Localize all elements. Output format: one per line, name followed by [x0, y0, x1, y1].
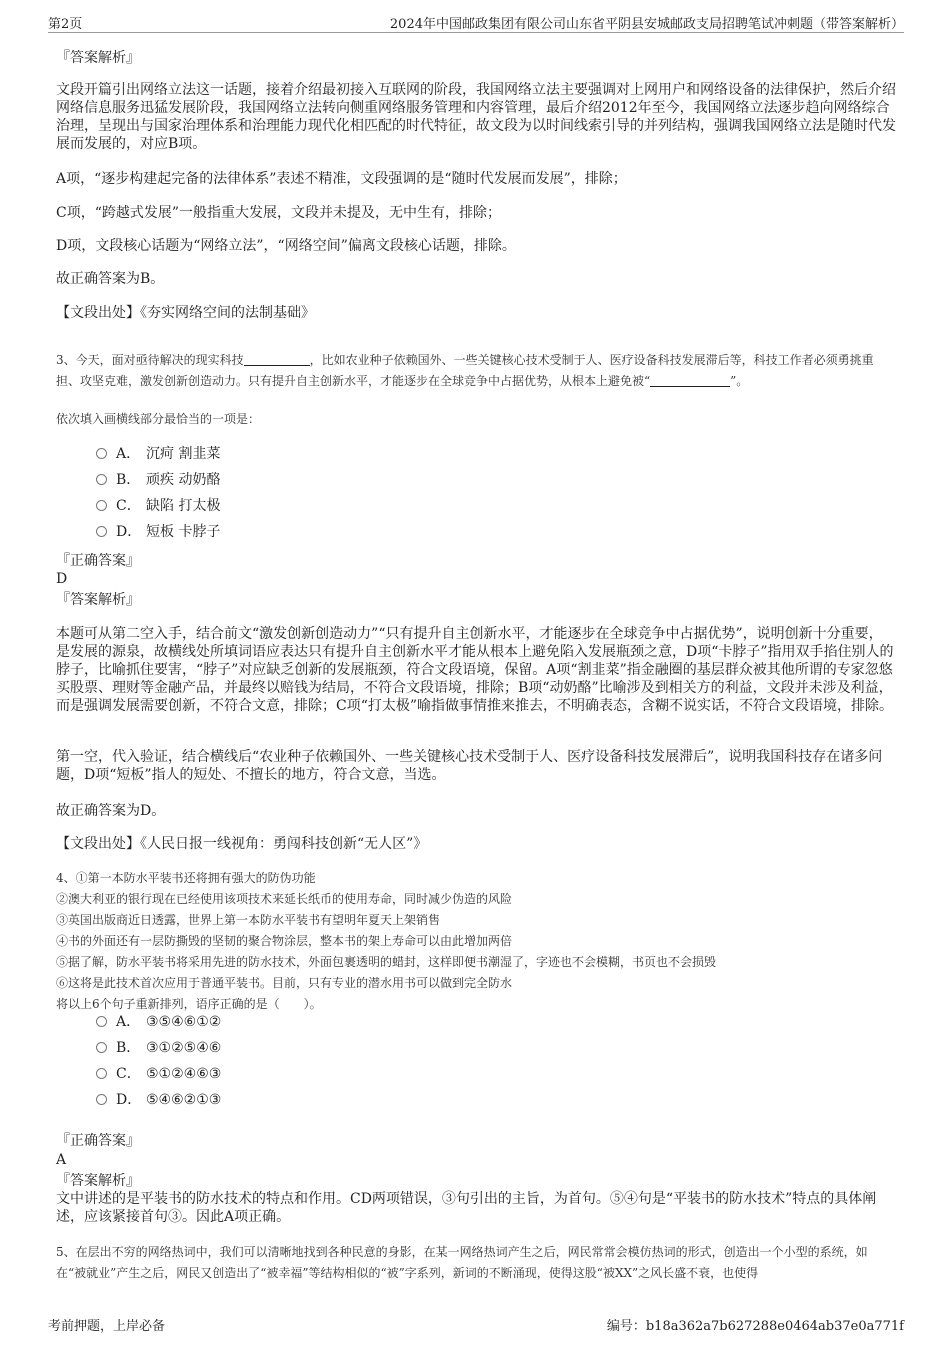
- radio-icon[interactable]: [96, 500, 107, 511]
- q4-answer: A: [56, 1152, 67, 1168]
- q3-stem: [56, 350, 896, 392]
- option-letter: B．: [116, 472, 141, 488]
- footer-slogan: 考前押题，上岸必备: [48, 1319, 166, 1334]
- q3-conclusion: 故正确答案为D。: [56, 803, 166, 819]
- q3-option-c[interactable]: [96, 496, 220, 516]
- footer-serial-number: 编号：b18a362a7b627288e0464ab37e0a771f: [606, 1319, 904, 1334]
- q4-line: ⑥这将是此技术首次应用于普通平装书。目前，只有专业的潜水用书可以做到完全防水: [56, 976, 513, 990]
- option-text: ③⑤④⑥①②: [146, 1014, 222, 1030]
- radio-icon[interactable]: [96, 526, 107, 537]
- q3-stem-part1: 3、今天，面对亟待解决的现实科技: [56, 353, 244, 367]
- q4-option-d[interactable]: [96, 1090, 221, 1110]
- q3-analysis-paragraph-2: 第一空，代入验证，结合横线后“农业种子依赖国外、一些关键核心技术受制于人、医疗设备科技发展滞后”，说明我国科技存在诸多问题，D项“短板”指人的短处、不擅长的地方，符合文意，当选。: [56, 749, 883, 783]
- option-letter: C．: [116, 498, 141, 514]
- option-letter: D．: [116, 524, 142, 540]
- q4-line: ②澳大利亚的银行现在已经使用该项技术来延长纸币的使用寿命，同时减少伪造的风险: [56, 892, 513, 906]
- option-letter: C．: [116, 1066, 141, 1082]
- q3-analysis-label: 『答案解析』: [56, 592, 140, 608]
- q2-analysis-option-d: D项，文段核心话题为“网络立法”，“网络空间”偏离文段核心话题，排除。: [56, 238, 516, 254]
- q4-option-a[interactable]: [96, 1012, 221, 1032]
- radio-icon[interactable]: [96, 474, 107, 485]
- q4-stem: [56, 868, 896, 1015]
- q3-source: 【文段出处】《人民日报一线视角：勇闯科技创新“无人区”》: [56, 836, 428, 852]
- option-letter: B．: [116, 1040, 141, 1056]
- q4-line: 4、①第一本防水平装书还将拥有强大的防伪功能: [56, 871, 316, 885]
- q3-option-d[interactable]: [96, 522, 220, 542]
- radio-icon[interactable]: [96, 1094, 107, 1105]
- document-title: 2024年中国邮政集团有限公司山东省平阴县安城邮政支局招聘笔试冲刺题（带答案解析）: [389, 17, 904, 32]
- q4-answer-label: 『正确答案』: [56, 1133, 140, 1149]
- q2-analysis-option-c: C项，“跨越式发展”一般指重大发展，文段并未提及，无中生有，排除；: [56, 205, 502, 221]
- option-text: 短板 卡脖子: [146, 524, 221, 540]
- option-letter: D．: [116, 1092, 142, 1108]
- option-text: ⑤④⑥②①③: [146, 1092, 222, 1108]
- q3-option-b[interactable]: [96, 470, 220, 490]
- radio-icon[interactable]: [96, 1068, 107, 1079]
- q2-analysis-label: 『答案解析』: [56, 50, 140, 66]
- q2-conclusion: 故正确答案为B。: [56, 271, 165, 287]
- option-text: ③①②⑤④⑥: [146, 1040, 222, 1056]
- q2-analysis-paragraph: 文段开篇引出网络立法这一话题，接着介绍最初接入互联网的阶段，我国网络立法主要强调对上网用户和网络设备的法律保护，然后介绍网络信息服务迅猛发展阶段，我国网络立法转向侧重网络服务管理和内容管理，最后介绍2012年至今，我国网络立法逐步趋向网络综合治理，呈现出与国家治理体系和治理能力现代化相匹配的时代特征，故文段为以时间线索引导的并列结构，强调我国网络立法是随时代发展而发展的，对应B项。: [56, 82, 896, 152]
- q3-stem-part3: ”。: [730, 374, 749, 388]
- q4-option-c[interactable]: [96, 1064, 221, 1084]
- q4-option-b[interactable]: [96, 1038, 221, 1058]
- q3-stem-part2: ，比如农业种子依赖国外、一些关键核心技术受制于人、医疗设备科技发展滞后等，科技工作者必须勇挑重担、攻坚克难，激发创新创造动力。只有提升自主创新水平，才能逐步在全球竞争中占据优势，从根本上避免被“: [56, 353, 874, 388]
- q4-line: ⑤据了解，防水平装书将采用先进的防水技术，外面包裹透明的蜡封，这样即便书潮湿了，字迹也不会模糊，书页也不会损毁: [56, 955, 717, 969]
- option-letter: A．: [116, 1014, 141, 1030]
- option-letter: A．: [116, 446, 141, 462]
- option-text: 缺陷 打太极: [146, 498, 221, 514]
- option-text: ⑤①②④⑥③: [146, 1066, 222, 1082]
- q4-analysis: 文中讲述的是平装书的防水技术的特点和作用。CD两项错误，③句引出的主旨，为首句。⑤④句是“平装书的防水技术”特点的具体阐述，应该紧接首句③。因此A项正确。: [56, 1191, 877, 1225]
- q2-analysis-option-a: A项，“逐步构建起完备的法律体系”表述不精准，文段强调的是“随时代发展而发展”，排除；: [56, 171, 627, 187]
- page-header: [48, 10, 904, 33]
- radio-icon[interactable]: [96, 448, 107, 459]
- option-text: 顽疾 动奶酪: [146, 472, 221, 488]
- q3-answer-label: 『正确答案』: [56, 553, 140, 569]
- q3-prompt: 依次填入画横线部分最恰当的一项是：: [56, 412, 261, 426]
- q3-option-a[interactable]: [96, 444, 220, 464]
- page-number: 第2页: [48, 17, 83, 32]
- q3-analysis-paragraph-1: 本题可从第二空入手，结合前文“激发创新创造动力”“只有提升自主创新水平，才能逐步在全球竞争中占据优势”，说明创新十分重要，是发展的源泉，故横线处所填词语应表达只有提升自主创新水平才能从根本上避免陷入发展瓶颈之意，D项“卡脖子”指用双手掐住别人的脖子，比喻抓住要害，“脖子”对应缺乏创新的发展瓶颈，符合文段语境，保留。A项“割韭菜”指金融圈的基层群众被其他所谓的专家忽悠买股票、理财等金融产品，并最终以赔钱为结局，不符合文段语境，排除；B项“动奶酪”比喻涉及到相关方的利益，文段并未涉及利益，而是强调发展需要创新，不符合文意，排除；C项“打太极”喻指做事情推来推去，不明确表态，含糊不说实话，不符合文段语境，排除。: [56, 626, 894, 714]
- q4-prompt: 将以上6个句子重新排列，语序正确的是（ ）。: [56, 997, 322, 1011]
- q4-line: ③英国出版商近日透露，世界上第一本防水平装书有望明年夏天上架销售: [56, 913, 441, 927]
- q3-blank-2: [650, 374, 730, 387]
- q4-analysis-label: 『答案解析』: [56, 1173, 140, 1189]
- q3-answer: D: [56, 571, 68, 587]
- q2-source: 【文段出处】《夯实网络空间的法制基础》: [56, 305, 315, 321]
- radio-icon[interactable]: [96, 1042, 107, 1053]
- q4-line: ④书的外面还有一层防撕毁的坚韧的聚合物涂层，整本书的架上寿命可以由此增加两倍: [56, 934, 513, 948]
- q5-stem: 5、在层出不穷的网络热词中，我们可以清晰地找到各种民意的身影，在某一网络热词产生之后，网民常常会模仿热词的形式，创造出一个小型的系统，如在“被就业”产生之后，网民又创造出了“被幸福”等结构相似的“被”字系列，新词的不断涌现，使得这股“被XX”之风长盛不衰，也使得: [56, 1245, 868, 1280]
- q3-blank-1: [244, 353, 310, 366]
- option-text: 沉疴 割韭菜: [146, 446, 221, 462]
- radio-icon[interactable]: [96, 1016, 107, 1027]
